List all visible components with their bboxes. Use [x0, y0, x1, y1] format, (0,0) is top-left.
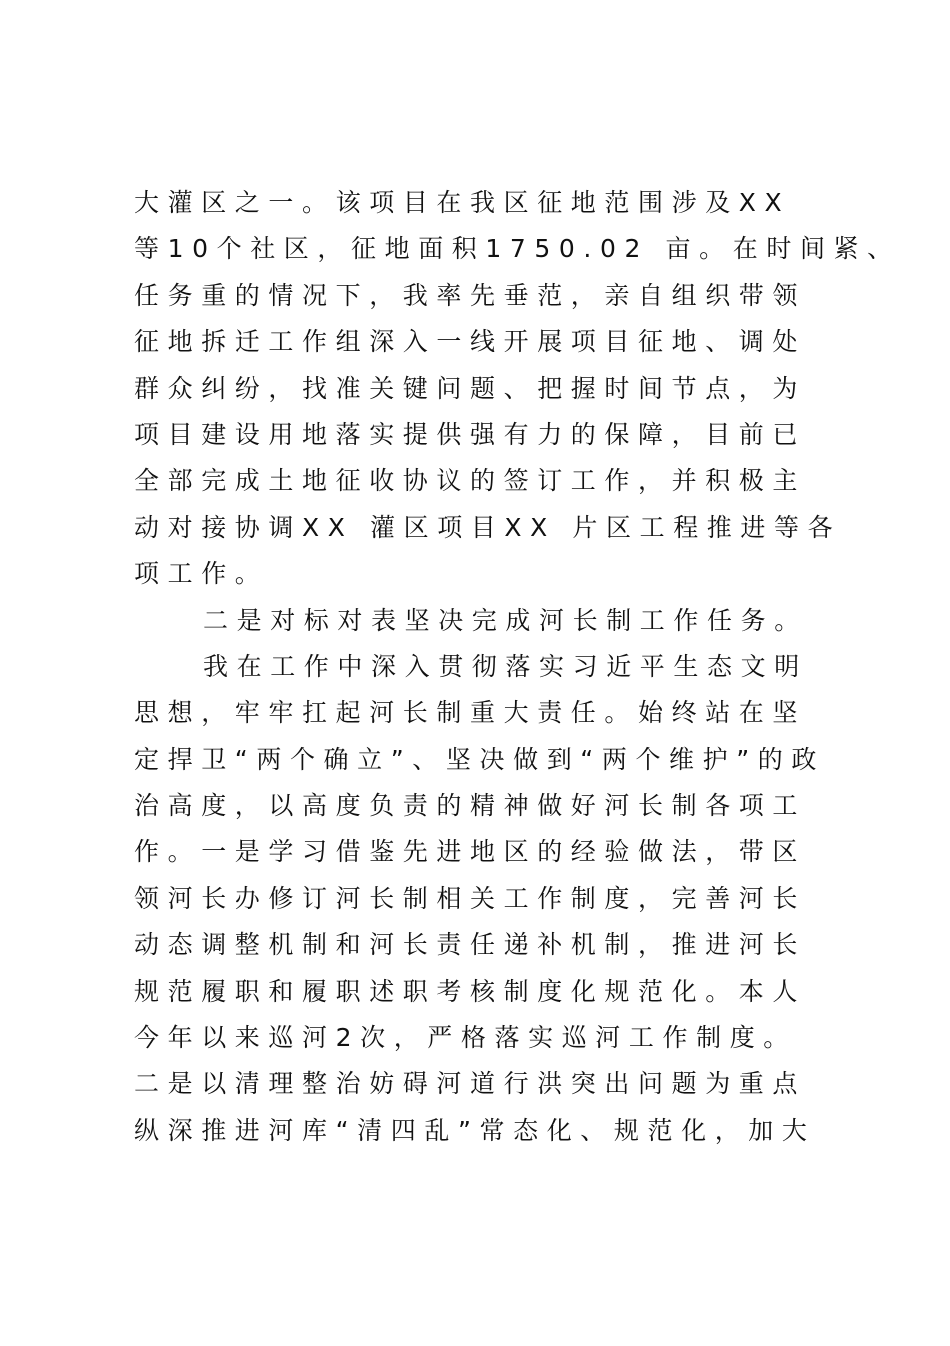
text-line-1: 大灌区之一。该项目在我区征地范围涉及XX: [134, 188, 791, 217]
text-line-5: 群众纠纷，找准关键问题、把握时间节点，为: [134, 373, 807, 403]
text-line-15: 作。一是学习借鉴先进地区的经验做法，带区: [134, 837, 807, 867]
text-line-6: 项目建设用地落实提供强有力的保障，目前已: [134, 419, 807, 449]
text-line-12: 思想，牢牢扛起河长制重大责任。始终站在坚: [134, 698, 807, 728]
body-text: [134, 180, 901, 1154]
text-line-17: 动态调整机制和河长责任递补机制，推进河长: [134, 930, 807, 960]
text-line-8: 动对接协调XX 灌区项目XX 片区工程推进等各: [134, 512, 842, 542]
text-line-3: 任务重的情况下，我率先垂范，亲自组织带领: [134, 280, 807, 310]
section-heading: 二是对标对表坚决完成河长制工作任务。: [203, 605, 808, 635]
text-line-4: 征地拆迁工作组深入一线开展项目征地、调处: [134, 327, 807, 357]
text-line-7: 全部完成土地征收协议的签订工作，并积极主: [134, 466, 807, 496]
text-line-14: 治高度，以高度负责的精神做好河长制各项工: [134, 791, 807, 821]
text-line-11: 我在工作中深入贯彻落实习近平生态文明: [203, 651, 808, 681]
text-line-13: 定捍卫“两个确立”、坚决做到“两个维护”的政: [134, 744, 826, 774]
text-line-21: 纵深推进河库“清四乱”常态化、规范化，加大: [134, 1115, 816, 1145]
text-line-18: 规范履职和履职述职考核制度化规范化。本人: [134, 976, 807, 1006]
text-line-2: 等10个社区，征地面积1750.02 亩。在时间紧、: [134, 234, 901, 264]
text-line-20: 二是以清理整治妨碍河道行洪突出问题为重点: [134, 1069, 807, 1099]
text-line-9: 项工作。: [134, 559, 269, 589]
text-line-16: 领河长办修订河长制相关工作制度，完善河长: [134, 883, 807, 913]
text-line-19: 今年以来巡河2次，严格落实巡河工作制度。: [134, 1023, 797, 1053]
